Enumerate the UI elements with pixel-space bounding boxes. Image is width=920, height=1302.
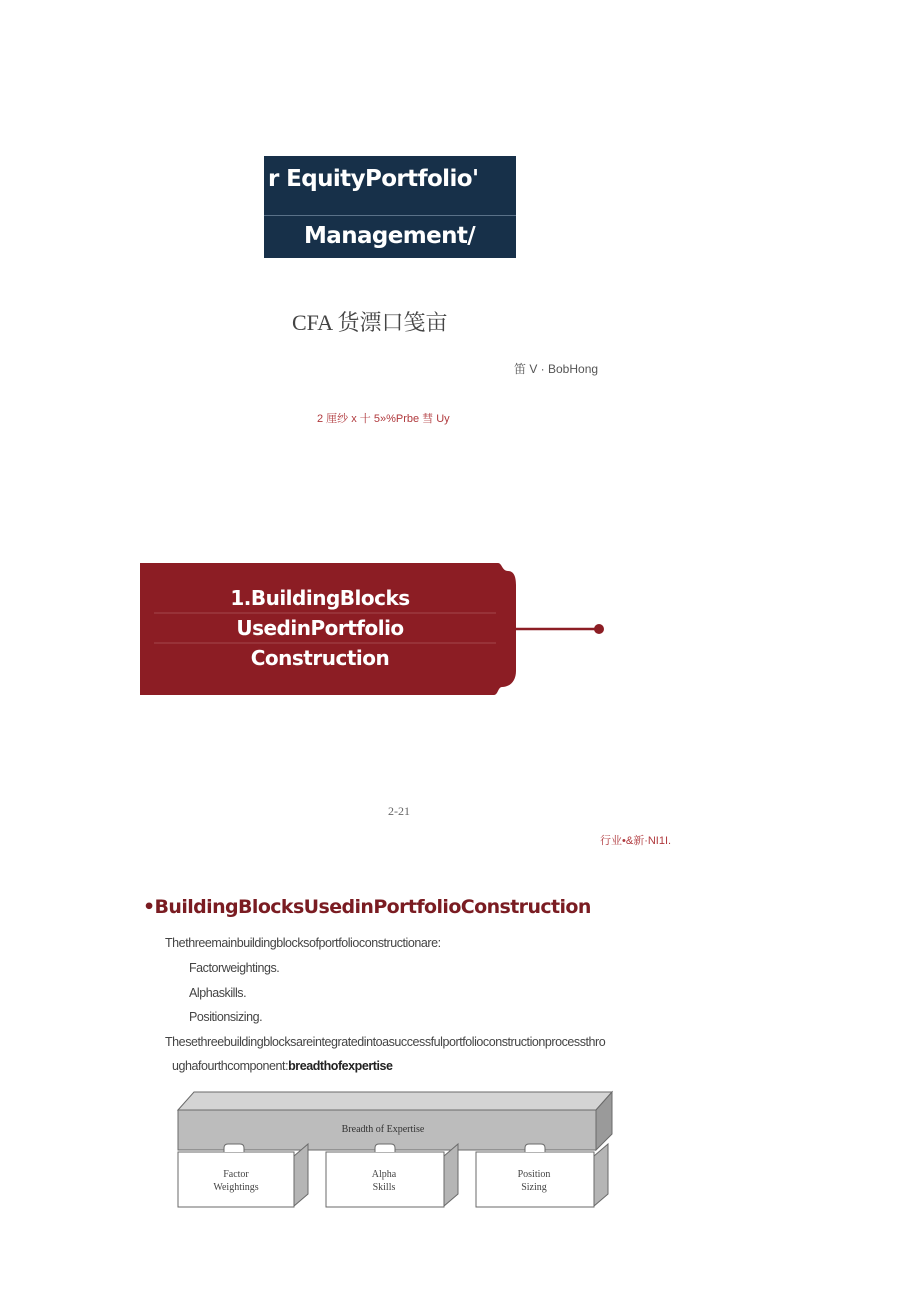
section-banner — [140, 563, 620, 697]
title-line-2: Management/ — [304, 223, 476, 249]
section-title-line-2: UsedinPortfolio — [236, 616, 404, 640]
block-label-line-2: Weightings — [213, 1182, 259, 1193]
header-tag: 行业•&新·NI1I. — [600, 835, 672, 847]
title-line-1: r EquityPortfolio' — [268, 166, 479, 192]
block-label-line-2: Sizing — [521, 1182, 547, 1193]
block-label-line-2: Skills — [372, 1182, 396, 1193]
author: 笛 V · BobHong — [514, 362, 599, 376]
block-notch — [525, 1144, 545, 1152]
section-heading: •BuildingBlocksUsedinPortfolioConstruction — [143, 896, 591, 918]
building-blocks-diagram — [176, 1088, 616, 1212]
paragraph-line-2-text: ughafourthcomponent: — [172, 1059, 289, 1073]
block-label-line-1: Position — [517, 1169, 551, 1180]
title-banner — [264, 156, 516, 258]
block-side — [444, 1144, 458, 1206]
list-item-factor-weightings: Factorweightings. — [189, 961, 280, 975]
subtitle: CFA 货漂口笺亩 — [292, 310, 448, 335]
top-label: Breadth of Expertise — [341, 1124, 425, 1135]
section-title-line-3: Construction — [250, 646, 390, 670]
top-slab-face — [178, 1092, 612, 1110]
title-divider — [264, 215, 516, 216]
list-item-position-sizing: Positionsizing. — [189, 1010, 263, 1024]
block-side — [294, 1144, 308, 1206]
block-notch — [224, 1144, 244, 1152]
tagline: 2 厘纱 x 十 5»%Prbe 彗 Uy — [317, 413, 450, 425]
block-label-line-1: Factor — [223, 1169, 249, 1180]
list-item-alpha-skills: Alphaskills. — [189, 986, 247, 1000]
connector-dot — [594, 624, 604, 634]
block-side — [594, 1144, 608, 1206]
paragraph-line-1: Thesethreebuildingblocksareintegratedintoasuccessfulportfolioconstructionprocessthro — [165, 1035, 606, 1049]
paragraph-line-2 — [172, 1059, 393, 1073]
block-label-line-1: Alpha — [371, 1169, 397, 1180]
diagram-svg — [176, 1088, 616, 1212]
page-number: 2-21 — [388, 804, 410, 818]
section-title-line-1: 1.BuildingBlocks — [230, 586, 410, 610]
intro-text: Thethreemainbuildingblocksofportfolioconstructionare: — [165, 936, 441, 950]
breadth-of-expertise-emphasis: breadthofexpertise — [288, 1059, 393, 1073]
block-notch — [375, 1144, 395, 1152]
